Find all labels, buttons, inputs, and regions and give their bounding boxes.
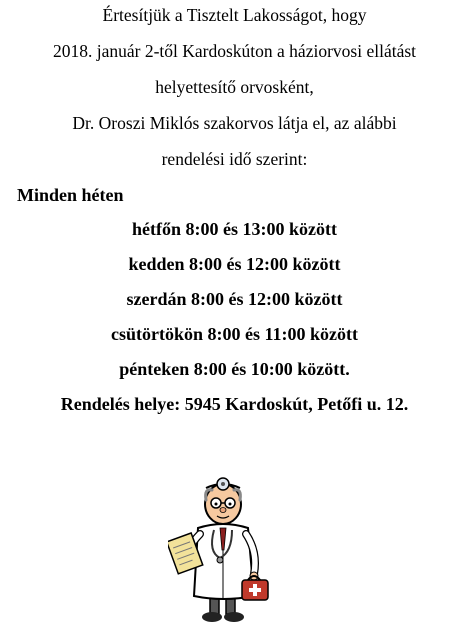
schedule-item: csütörtökön 8:00 és 11:00 között bbox=[111, 324, 358, 344]
intro-line: Dr. Oroszi Miklós szakorvos látja el, az alábbi bbox=[72, 113, 397, 133]
intro-line: rendelési idő szerint: bbox=[161, 149, 308, 169]
schedule-item: pénteken 8:00 és 10:00 között. bbox=[119, 359, 350, 379]
intro-paragraph bbox=[0, 6, 469, 168]
schedule-item: hétfőn 8:00 és 13:00 között bbox=[132, 219, 337, 239]
intro-line: helyettesítő orvosként, bbox=[155, 77, 314, 97]
doctor-illustration bbox=[168, 470, 278, 625]
intro-line: 2018. január 2-től Kardoskúton a háziorvosi ellátást bbox=[52, 41, 417, 61]
doctor-shoe-right bbox=[224, 612, 244, 622]
intro-line: Értesítjük a Tisztelt Lakosságot, hogy bbox=[102, 5, 367, 25]
schedule-list bbox=[0, 220, 469, 378]
weekly-heading: Minden héten bbox=[17, 185, 124, 205]
notice bbox=[0, 6, 469, 413]
schedule-item: kedden 8:00 és 12:00 között bbox=[128, 254, 341, 274]
medical-bag-icon bbox=[242, 576, 268, 600]
doctor-nose bbox=[220, 508, 226, 513]
doctor-shoe-left bbox=[202, 612, 222, 622]
schedule-item: szerdán 8:00 és 12:00 között bbox=[126, 289, 343, 309]
location-line: Rendelés helye: 5945 Kardoskút, Petőfi u. 12. bbox=[60, 394, 409, 414]
